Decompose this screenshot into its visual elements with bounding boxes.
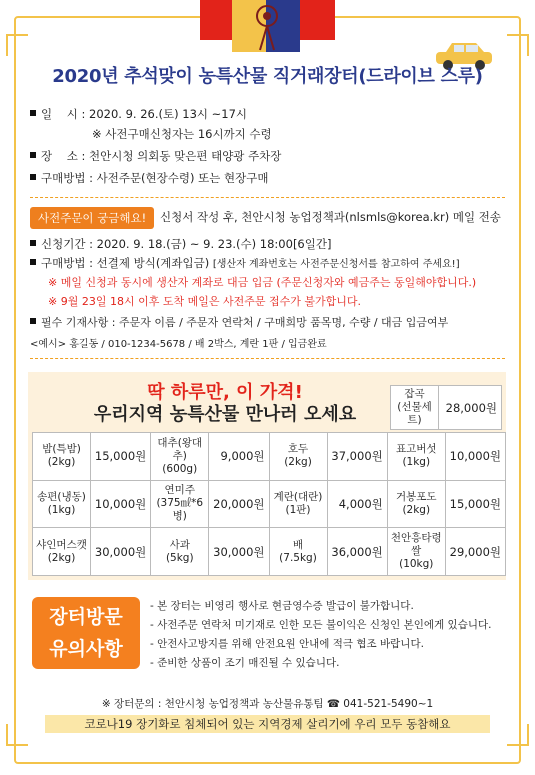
- product-name: 표고버섯 (1kg): [387, 433, 445, 481]
- preorder-instruction: 신청서 작성 후, 천안시청 농업정책과(nlsmls@korea.kr) 메일 전송: [160, 210, 501, 224]
- event-date: 일 시 : 2020. 9. 26.(토) 13시 ~17시: [30, 106, 247, 123]
- preorder-required: 필수 기재사항 : 주문자 이름 / 주문자 연락처 / 구매희망 품목명, 수량 / 대금 입금여부: [30, 314, 448, 331]
- bullet-icon: [30, 259, 36, 265]
- notice-item: - 안전사고방지를 위해 안전요원 안내에 적극 협조 바랍니다.: [150, 638, 424, 650]
- bullet-icon: [30, 240, 36, 246]
- product-price: 30,000원: [209, 528, 269, 576]
- preorder-warning-1: ※ 메일 신청과 동시에 생산자 계좌로 대금 입금 (주문신청자와 예금주는 동일해야합니다.): [48, 276, 477, 289]
- product-name: 거봉포도 (2kg): [387, 480, 445, 528]
- event-method: 구매방법 : 사전주문(현장수령) 또는 현장구매: [30, 170, 268, 187]
- preorder-method: 구매방법 : 선결제 방식(계좌입금) [생산자 계좌번호는 사전주문신청서를 참고하여 주세요!]: [30, 255, 460, 273]
- preorder-period: 신청기간 : 2020. 9. 18.(금) ~ 9. 23.(수) 18:00[6일간]: [30, 236, 331, 253]
- divider: [30, 358, 505, 359]
- preorder-warning-2: ※ 9월 23일 18시 이후 도착 메일은 사전주문 접수가 불가합니다.: [48, 295, 361, 308]
- product-price: 36,000원: [327, 528, 387, 576]
- product-price: 10,000원: [91, 480, 151, 528]
- frame-corner: [6, 34, 28, 56]
- event-place: 장 소 : 천안시청 의회동 맞은편 태양광 주차장: [30, 148, 281, 165]
- preorder-tag: 사전주문이 궁금해요!: [30, 207, 154, 229]
- product-name: 호두 (2kg): [269, 433, 327, 481]
- product-name: 잡곡 (선물세트): [391, 386, 439, 430]
- product-price: 9,000원: [209, 433, 269, 481]
- slogan: 코로나19 장기화로 침체되어 있는 지역경제 살리기에 우리 모두 동참해요: [45, 715, 490, 733]
- product-price: 29,000원: [445, 528, 505, 576]
- product-price: 4,000원: [327, 480, 387, 528]
- product-price: 28,000원: [439, 386, 502, 430]
- ribbon-knot-decoration: [200, 0, 335, 52]
- bullet-icon: [30, 318, 36, 324]
- product-price: 10,000원: [445, 433, 505, 481]
- notice-item: - 사전주문 연락처 미기재로 인한 모든 불이익은 신청인 본인에게 있습니다.: [150, 619, 492, 631]
- bullet-icon: [30, 174, 36, 180]
- table-row: [33, 480, 506, 528]
- product-price: 15,000원: [445, 480, 505, 528]
- notice-list: [150, 597, 491, 673]
- table-row: [33, 433, 506, 481]
- notice-item: - 본 장터는 비영리 행사로 현금영수증 발급이 불가합니다.: [150, 600, 414, 612]
- product-name: 샤인머스캣 (2kg): [33, 528, 91, 576]
- promo-subheadline: 우리지역 농특산물 만나러 오세요: [93, 404, 357, 425]
- event-date-note: ※ 사전구매신청자는 16시까지 수령: [92, 127, 272, 141]
- product-price: 37,000원: [327, 433, 387, 481]
- product-price: 30,000원: [91, 528, 151, 576]
- preorder-example: <예시> 홍길동 / 010-1234-5678 / 배 2박스, 계란 1판 / 입금완료: [30, 339, 327, 350]
- frame-corner: [507, 34, 529, 56]
- frame-corner: [507, 724, 529, 746]
- product-table: [32, 432, 506, 576]
- bullet-icon: [30, 152, 36, 158]
- notice-badge: 장터방문 유의사항: [32, 597, 140, 669]
- divider: [30, 197, 505, 198]
- frame-corner: [6, 724, 28, 746]
- product-name: 배 (7.5kg): [269, 528, 327, 576]
- bullet-icon: [30, 110, 36, 116]
- table-row: [33, 528, 506, 576]
- contact-info: ※ 장터문의 : 천안시청 농업정책과 농산물유통팀 ☎ 041-521-5490~1: [101, 698, 434, 710]
- product-name: 사과 (5kg): [151, 528, 209, 576]
- product-price: 15,000원: [91, 433, 151, 481]
- product-name: 밤(특밤) (2kg): [33, 433, 91, 481]
- product-name: 송편(냉동) (1kg): [33, 480, 91, 528]
- product-name: 천안흥타령쌀 (10kg): [387, 528, 445, 576]
- product-name: 연미주 (375㎖*6병): [151, 480, 209, 528]
- special-product-table: [390, 385, 502, 430]
- product-price: 20,000원: [209, 480, 269, 528]
- page-title: 2020년 추석맞이 농특산물 직거래장터(드라이브 스루): [52, 66, 483, 87]
- promo-headline: 딱 하루만, 이 가격!: [147, 382, 303, 403]
- product-name: 계란(대란) (1판): [269, 480, 327, 528]
- notice-item: - 준비한 상품이 조기 매진될 수 있습니다.: [150, 657, 340, 669]
- product-name: 대추(왕대추) (600g): [151, 433, 209, 481]
